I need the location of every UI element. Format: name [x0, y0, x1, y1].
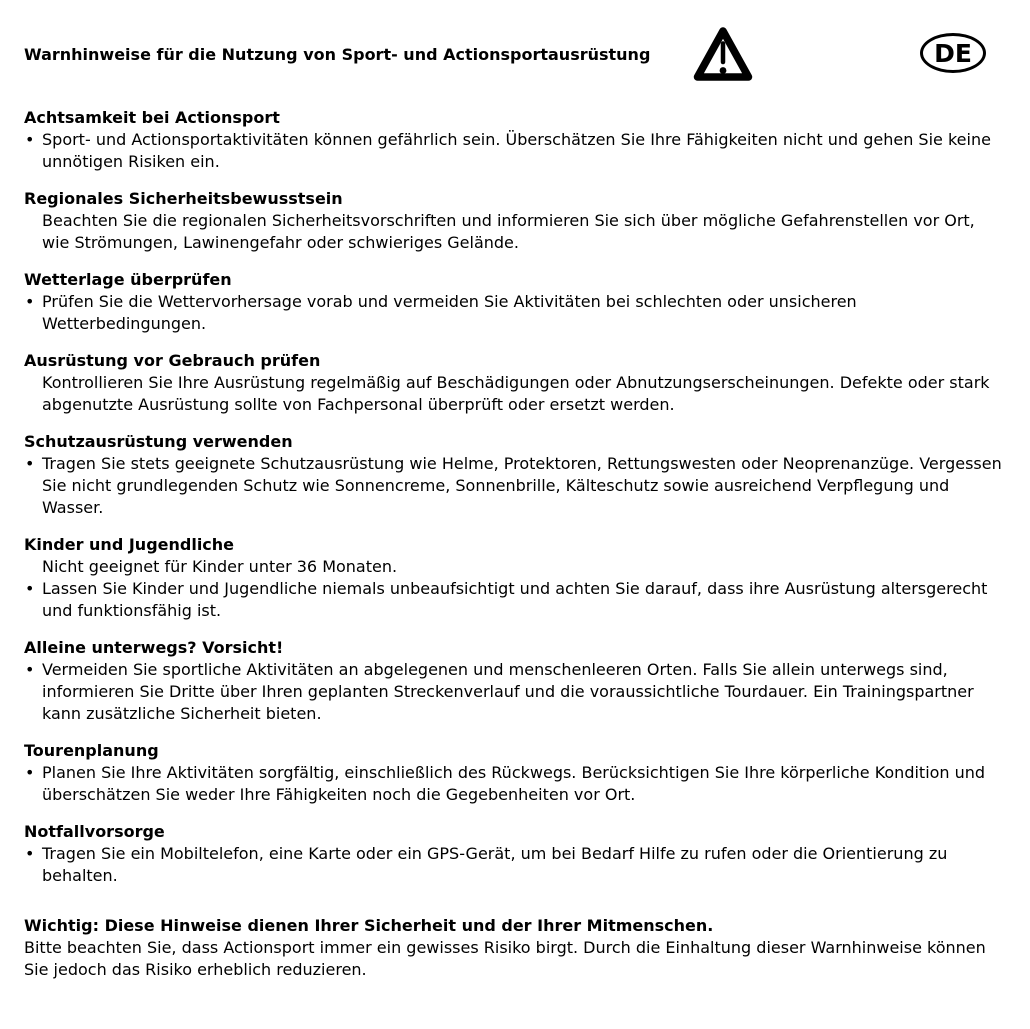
language-badge: [920, 33, 986, 73]
item-text: Planen Sie Ihre Aktivitäten sorgfältig, einschließlich des Rückwegs. Berücksichtigen Sie Ihre körperliche Kondition und überschätzen Sie weder Ihre Fähigkeiten noch die Gegebenheiten vor Ort.: [42, 763, 986, 804]
item-text: Nicht geeignet für Kinder unter 36 Monaten.: [42, 557, 398, 576]
bullet-item: [24, 843, 1002, 887]
bullet-item: [24, 659, 1002, 725]
bullet-item: [24, 762, 1002, 806]
bullet-item: [24, 578, 1002, 622]
document-header: [0, 0, 1030, 107]
bullet-marker: •: [25, 292, 35, 311]
bullet-marker: •: [25, 130, 35, 149]
bullet-item: [24, 129, 1002, 173]
item-text: Tragen Sie ein Mobiltelefon, eine Karte oder ein GPS-Gerät, um bei Bedarf Hilfe zu rufen oder die Orientierung zu behalten.: [42, 844, 948, 885]
warning-triangle-icon: [692, 25, 754, 85]
section-heading: Tourenplanung: [24, 741, 159, 760]
page-title: Warnhinweise für die Nutzung von Sport- und Actionsportausrüstung: [24, 45, 651, 64]
indented-item: [24, 556, 1002, 578]
item-text: Vermeiden Sie sportliche Aktivitäten an abgelegenen und menschenleeren Orten. Falls Sie allein unterwegs sind, informieren Sie Dritte über Ihren geplanten Streckenverlauf und die voraussichtliche Tourdauer. Ein Trainingspartner kann zusätzliche Sicherheit bieten.: [42, 660, 974, 723]
indented-item: [24, 372, 1002, 416]
footer-text: Bitte beachten Sie, dass Actionsport immer ein gewisses Risiko birgt. Durch die Einhaltung dieser Warnhinweise können Sie jedoch das Risiko erheblich reduzieren.: [24, 938, 986, 979]
indented-item: [24, 210, 1002, 254]
section-heading: Wetterlage überprüfen: [24, 270, 232, 289]
warning-section: [24, 740, 1002, 806]
language-badge-label: DE: [934, 38, 972, 68]
section-heading: Alleine unterwegs? Vorsicht!: [24, 638, 284, 657]
warning-section: [24, 821, 1002, 887]
section-heading: Kinder und Jugendliche: [24, 535, 235, 554]
section-heading: Notfallvorsorge: [24, 822, 165, 841]
bullet-marker: •: [25, 763, 35, 782]
bullet-marker: •: [25, 660, 35, 679]
warning-section: [24, 637, 1002, 725]
document-footer: [24, 915, 1002, 981]
bullet-item: [24, 291, 1002, 335]
bullet-marker: •: [25, 844, 35, 863]
warnings-list: [24, 107, 1002, 887]
warning-section: [24, 269, 1002, 335]
item-text: Sport- und Actionsportaktivitäten können gefährlich sein. Überschätzen Sie Ihre Fähigkeiten nicht und gehen Sie keine unnötigen Risiken ein.: [42, 130, 991, 171]
warning-section: [24, 107, 1002, 173]
section-heading: Regionales Sicherheitsbewusstsein: [24, 189, 343, 208]
warning-section: [24, 188, 1002, 254]
item-text: Beachten Sie die regionalen Sicherheitsvorschriften und informieren Sie sich über mögliche Gefahrenstellen vor Ort, wie Strömungen, Lawinengefahr oder schwieriges Gelände.: [42, 211, 975, 252]
item-text: Prüfen Sie die Wettervorhersage vorab und vermeiden Sie Aktivitäten bei schlechten oder unsicheren Wetterbedingungen.: [42, 292, 857, 333]
section-heading: Achtsamkeit bei Actionsport: [24, 108, 280, 127]
bullet-marker: •: [25, 579, 35, 598]
item-text: Lassen Sie Kinder und Jugendliche niemals unbeaufsichtigt und achten Sie darauf, dass ihre Ausrüstung altersgerecht und funktionsfähig ist.: [42, 579, 988, 620]
section-heading: Ausrüstung vor Gebrauch prüfen: [24, 351, 321, 370]
warning-section: [24, 350, 1002, 416]
footer-emphasis: Wichtig: Diese Hinweise dienen Ihrer Sicherheit und der Ihrer Mitmenschen.: [24, 916, 714, 935]
warning-section: [24, 534, 1002, 622]
warning-section: [24, 431, 1002, 519]
bullet-marker: •: [25, 454, 35, 473]
bullet-item: [24, 453, 1002, 519]
item-text: Kontrollieren Sie Ihre Ausrüstung regelmäßig auf Beschädigungen oder Abnutzungserscheinungen. Defekte oder stark abgenutzte Ausrüstung sollte von Fachpersonal überprüft oder ersetzt werden.: [42, 373, 990, 414]
section-heading: Schutzausrüstung verwenden: [24, 432, 293, 451]
item-text: Tragen Sie stets geeignete Schutzausrüstung wie Helme, Protektoren, Rettungswesten oder Neoprenanzüge. Vergessen Sie nicht grundlegenden Schutz wie Sonnencreme, Sonnenbrille, Kälteschutz sowie ausreichend Verpflegung und Wasser.: [42, 454, 1002, 517]
